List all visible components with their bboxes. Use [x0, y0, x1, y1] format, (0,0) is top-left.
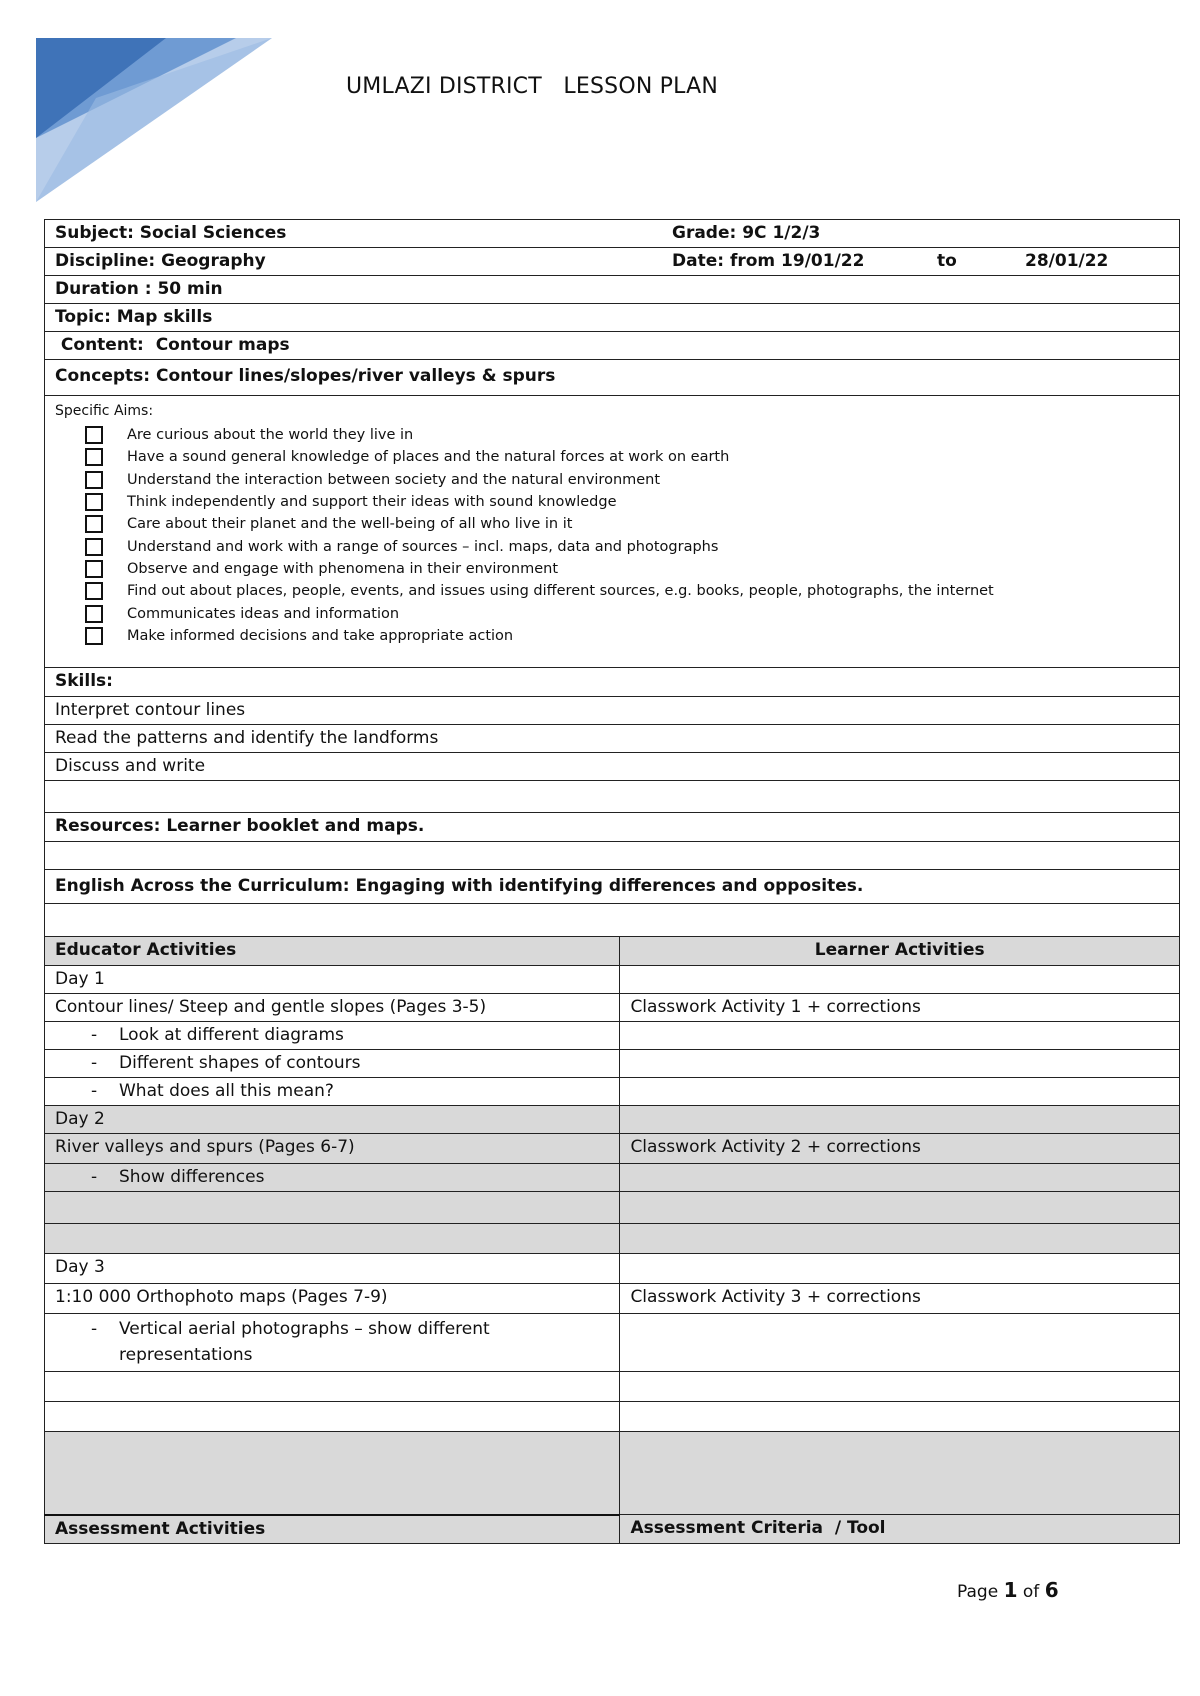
specific-aims-title: Specific Aims:	[55, 403, 154, 419]
english-row	[45, 870, 1180, 904]
duration-row	[45, 276, 1180, 304]
bullet-dash: -	[91, 1081, 98, 1101]
document-title: UMLAZI DISTRICT LESSON PLAN	[346, 74, 719, 99]
blank-row	[45, 1224, 1180, 1254]
skills-title: Skills:	[45, 668, 1180, 697]
assessment-activities-header: Assessment Activities	[45, 1515, 620, 1544]
skill-item: Read the patterns and identify the landforms	[45, 725, 1180, 753]
educator-activity: 1:10 000 Orthophoto maps (Pages 7-9)	[45, 1284, 620, 1314]
checkbox-icon[interactable]	[85, 426, 103, 444]
activity-row	[45, 1164, 1180, 1192]
checkbox-icon[interactable]	[85, 627, 103, 645]
blank-row	[45, 1372, 1180, 1402]
activities-header-row	[45, 937, 1180, 966]
aims-list	[55, 424, 1169, 647]
blank-row	[45, 1432, 1180, 1515]
aim-item: Think independently and support their ideas with sound knowledge	[55, 491, 1169, 513]
district-logo	[36, 38, 272, 202]
activity-row	[45, 1134, 1180, 1164]
educator-point: What does all this mean?	[119, 1081, 334, 1101]
discipline-label: Discipline: Geography	[55, 251, 266, 271]
aim-item: Observe and engage with phenomena in their environment	[55, 558, 1169, 580]
aim-item: Care about their planet and the well-being of all who live in it	[55, 513, 1169, 535]
activity-row	[45, 1050, 1180, 1078]
educator-activities-header: Educator Activities	[45, 937, 620, 966]
activity-row	[45, 1078, 1180, 1106]
activity-row	[45, 1284, 1180, 1314]
educator-activity: Contour lines/ Steep and gentle slopes (Pages 3-5)	[45, 994, 620, 1022]
day-label: Day 1	[45, 966, 620, 994]
educator-point: Vertical aerial photographs – show different representations	[119, 1319, 490, 1365]
blank-row	[45, 1402, 1180, 1432]
day-row	[45, 1254, 1180, 1284]
educator-point: Look at different diagrams	[119, 1025, 344, 1045]
concepts-row	[45, 360, 1180, 396]
blank-row	[45, 1192, 1180, 1224]
checkbox-icon[interactable]	[85, 471, 103, 489]
blank-row	[45, 842, 1180, 870]
checkbox-icon[interactable]	[85, 582, 103, 600]
day-label: Day 3	[45, 1254, 620, 1284]
subject-row	[45, 220, 1180, 248]
topic-label: Topic: Map skills	[45, 304, 1180, 332]
learner-activity: Classwork Activity 2 + corrections	[620, 1134, 1180, 1164]
subject-label: Subject: Social Sciences	[55, 223, 287, 243]
skills-title-row	[45, 668, 1180, 697]
content-label: Content: Contour maps	[45, 332, 1180, 360]
concepts-label: Concepts: Contour lines/slopes/river valleys & spurs	[45, 360, 1180, 396]
grade-label: Grade: 9C 1/2/3	[672, 223, 821, 243]
checkbox-icon[interactable]	[85, 605, 103, 623]
checkbox-icon[interactable]	[85, 560, 103, 578]
learner-activity: Classwork Activity 3 + corrections	[620, 1284, 1180, 1314]
assessment-criteria-header: Assessment Criteria / Tool	[620, 1515, 1180, 1544]
checkbox-icon[interactable]	[85, 448, 103, 466]
checkbox-icon[interactable]	[85, 515, 103, 533]
activity-row	[45, 994, 1180, 1022]
date-to-word: to	[937, 251, 957, 271]
blank-row	[45, 904, 1180, 937]
checkbox-icon[interactable]	[85, 493, 103, 511]
specific-aims-row	[45, 396, 1180, 668]
activity-row	[45, 1314, 1180, 1372]
educator-point: Show differences	[119, 1167, 265, 1187]
aim-item: Are curious about the world they live in	[55, 424, 1169, 446]
skill-row	[45, 697, 1180, 725]
bullet-dash: -	[91, 1319, 98, 1339]
day-label: Day 2	[45, 1106, 620, 1134]
day-row	[45, 966, 1180, 994]
assessment-header-row	[45, 1515, 1180, 1544]
educator-point: Different shapes of contours	[119, 1053, 361, 1073]
skill-row	[45, 753, 1180, 781]
checkbox-icon[interactable]	[85, 538, 103, 556]
bullet-dash: -	[91, 1053, 98, 1073]
date-to-label: 28/01/22	[1025, 251, 1109, 271]
skill-row	[45, 725, 1180, 753]
aim-item: Communicates ideas and information	[55, 602, 1169, 624]
aim-item: Understand the interaction between society and the natural environment	[55, 469, 1169, 491]
resources-row	[45, 813, 1180, 842]
discipline-row	[45, 248, 1180, 276]
page-number: Page 1 of 6	[957, 1578, 1059, 1602]
bullet-dash: -	[91, 1167, 98, 1187]
bullet-dash: -	[91, 1025, 98, 1045]
aim-item: Have a sound general knowledge of places and the natural forces at work on earth	[55, 446, 1169, 468]
day-row	[45, 1106, 1180, 1134]
aim-item: Find out about places, people, events, and issues using different sources, e.g. books, people, photographs, the internet	[55, 580, 1169, 602]
date-from-label: Date: from 19/01/22	[672, 251, 865, 271]
skill-item: Discuss and write	[45, 753, 1180, 781]
learner-activity: Classwork Activity 1 + corrections	[620, 994, 1180, 1022]
duration-label: Duration : 50 min	[45, 276, 1180, 304]
topic-row	[45, 304, 1180, 332]
blank-row	[45, 781, 1180, 813]
content-row	[45, 332, 1180, 360]
lesson-plan-table	[44, 219, 1180, 1544]
aim-item: Understand and work with a range of sources – incl. maps, data and photographs	[55, 535, 1169, 557]
educator-activity: River valleys and spurs (Pages 6-7)	[45, 1134, 620, 1164]
learner-activities-header: Learner Activities	[620, 937, 1180, 966]
activity-row	[45, 1022, 1180, 1050]
resources-label: Resources: Learner booklet and maps.	[45, 813, 1180, 842]
skill-item: Interpret contour lines	[45, 697, 1180, 725]
aim-item: Make informed decisions and take appropriate action	[55, 625, 1169, 647]
english-label: English Across the Curriculum: Engaging with identifying differences and opposites.	[45, 870, 1180, 904]
